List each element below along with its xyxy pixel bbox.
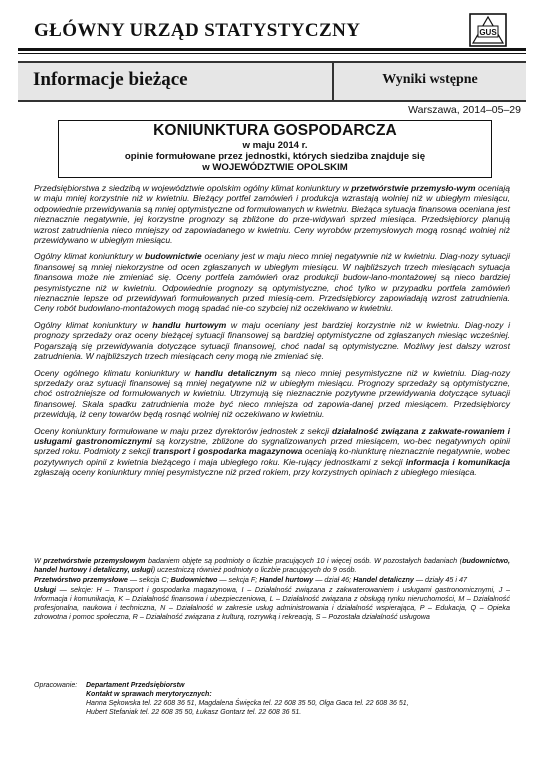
title-line-region: w WOJEWÓDZTWIE OPOLSKIM <box>202 162 348 173</box>
title-box <box>58 120 492 178</box>
footer-label: Opracowanie: <box>34 682 78 689</box>
page-title: GŁÓWNY URZĄD STATYSTYCZNY <box>34 20 361 41</box>
header-rule <box>18 48 526 51</box>
svg-text:GUS: GUS <box>479 28 497 37</box>
gus-logo <box>469 13 507 47</box>
note-scope: W przetwórstwie przemysłowym badaniem objęte są podmioty o liczbie pracujących 10 i więcej osób. W pozostałych badaniach (budownictwo, handel hurtowy i detaliczny, usługi) uczestniczą również podmioty o liczbie pracujących do 9 osób. <box>34 556 510 574</box>
note-services: Usługi — sekcje: H – Transport i gospodarka magazynowa, I – Działalność związana z zakwaterowaniem i usługami gastronomicznymi, J – Informacja i komunikacja, K – Działalność finansowa i ubezpieczeniowa, L – Działalność związana z obsługą rynku nieruchomości, M – Działalność profesjonalna, naukowa i techniczna, N – Działalność w zakresie usług administrowania i działalność wspierająca, P – Edukacja, Q – Opieka zdrowotna i pomoc społeczna, R – Działalność związana z kulturą, rozrywką i rekreacją, S – Pozostała działalność usługowa <box>34 585 510 621</box>
paragraph-services: Oceny koniunktury formułowane w maju przez dyrektorów jednostek z sekcji działalność związana z zakwate-rowaniem i usługami gastronomicznymi są korzystne, zbliżone do sygnalizowanych przed miesiącem, wo-bec negatywnych opinii sprzed roku. Podmioty z sekcji transport i gospodarka magazynowa oceniają ko-niunkturę nieznacznie negatywnie, wobec pozytywnych opinii z kwietnia bieżącego i maja ubiegłego roku. Kie-rujący jednostkami z sekcji informacja i komunikacja zgłaszają oceny koniunktury mniej pesymistyczne niż przed rokiem, przy korzystnych opiniach z ubiegłego miesiąca. <box>34 425 510 478</box>
paragraph-retail: Oceny ogólnego klimatu koniunktury w handlu detalicznym są nieco mniej pesymistyczne niż w kwietniu. Diag-nozy sprzedaży oraz sytuacji finansowej są mniej negatywne niż w ubiegłym miesiącu. Prognozy sprzedaży są optymistyczne, choć ostrożniejsze od formułowanych w kwietniu. Utrzymują się nieznacznie pozytywne przewidywania dotyczące sytuacji finansowej. Skala spadku zatrudnienia może być nieco mniejsza od zapowia-danej przed miesiącem. Przedsiębiorcy przewidują, iż ceny towarów będą rosnąć wolniej niż oczekiwano w kwietniu. <box>34 367 510 420</box>
paragraph-construction: Ogólny klimat koniunktury w budownictwie oceniany jest w maju nieco mniej negatywnie niż w kwietniu. Diag-nozy sytuacji finansowej są mniej niekorzystne od ocen zgłaszanych w ubiegłym miesiącu. W najbliższych trzech miesiącach sytuacja finansowa może nie zmieniać się. Oceny portfela zamówień oraz produkcji budow-lano-montażowej są nieco bardziej pesymistyczne niż w kwietniu. Odpowiednie prognozy są optymistyczne, choć tylko w przypadku portfela zamówień nieznacznie lepsze od przewidywań formułowanych przed miesią-cem. Przedsiębiorcy zapowiadają wzrost zatrudnienia. Ceny robót budowlano-montażowych mogą spadać nie-co szybciej niż oczekiwano w kwietniu. <box>34 251 511 314</box>
band-divider <box>332 63 334 100</box>
band-label-right: Wyniki wstępne <box>382 72 478 87</box>
title-line-month: w maju 2014 r. <box>242 140 308 151</box>
footer-contacts-line1: Hanna Sękowska tel. 22 608 36 51, Magdalena Święcka tel. 22 608 35 50, Olga Gaca tel. 22 608 36 51, <box>86 700 409 707</box>
info-band <box>18 61 526 102</box>
body-text <box>34 183 510 484</box>
footer-contacts <box>86 681 506 717</box>
footnotes <box>34 556 510 622</box>
footer-contact-heading: Kontakt w sprawach merytorycznych: <box>86 691 212 698</box>
footer-department: Departament Przedsiębiorstw <box>86 682 185 689</box>
title-line-scope: opinie formułowane przez jednostki, których siedziba znajduje się <box>124 151 426 162</box>
document-title: KONIUNKTURA GOSPODARCZA <box>153 122 397 139</box>
note-sections: Przetwórstwo przemysłowe — sekcja C; Budownictwo — sekcja F; Handel hurtowy — dział 46; Handel detaliczny — działy 45 i 47 <box>34 575 468 584</box>
paragraph-wholesale: Ogólny klimat koniunktury w handlu hurtowym w maju oceniany jest bardziej korzystnie niż w kwietniu. Diag-nozy i prognozy sprzedaży oraz oceny bieżącej sytuacji finansowej są bardziej optymistyczne od zgłaszanych miesiąc wcześniej. Pogarszają się przewidywania dotyczące sytuacji finansowej, choć nadal są optymistyczne. Możliwy jest dalszy wzrost zatrudnienia. W najbliższych trzech miesiącach ceny mogą nie zmieniać się. <box>34 319 510 362</box>
footer-contacts-line2: Hubert Stefaniak tel. 22 608 35 50, Łukasz Gontarz tel. 22 608 36 51. <box>86 709 302 716</box>
paragraph-manufacturing: Przedsiębiorstwa z siedzibą w województwie opolskim ogólny klimat koniunktury w przetwórstwie przemysło-wym oceniają w maju mniej korzystnie niż w kwietniu. Bieżący portfel zamówień i produkcja wzrastają wolniej niż w ubiegłym miesiącu, odpowiednie przewidywania są mniej optymistyczne od formułowanych w kwietniu. Bieżąca sytuacja finansowa oceniana jest nieznacznie negatywnie, jej korzystne prognozy są zbliżone do prze-widywań sprzed miesiąca. Przedsiębiorcy planują wzrost zatrudnienia nieco mniejszy od zapowiadanego w kwietniu. Ceny wyrobów przemysłowych mogą rosnąć wolniej niż przewidywano w ubiegłym miesiącu. <box>34 183 511 246</box>
header-rule-thin <box>18 53 526 54</box>
band-label-left: Informacje bieżące <box>33 69 188 90</box>
dateline: Warszawa, 2014–05–29 <box>408 104 521 116</box>
